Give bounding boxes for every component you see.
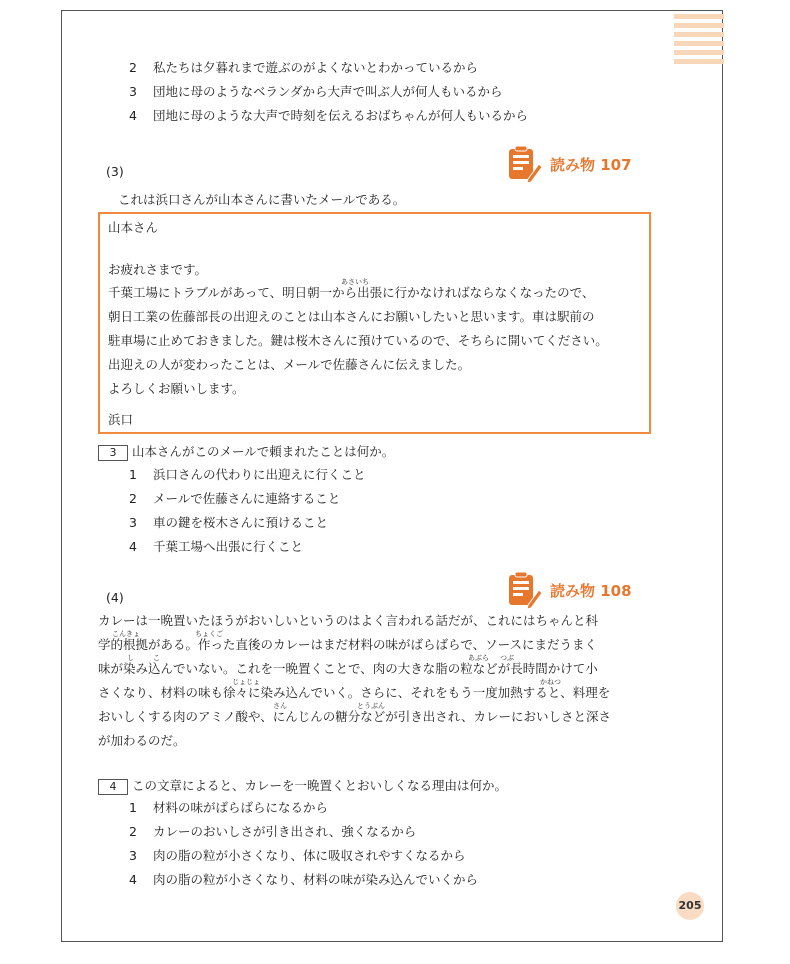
email-body-line-5: よろしくお願いします。 [108, 381, 245, 396]
option-number: 3 [129, 848, 137, 863]
notepad-pencil-icon [506, 571, 542, 609]
ruby-abura: あぶら [468, 654, 489, 662]
q3-option-2[interactable] [129, 491, 340, 507]
option-number: 3 [129, 515, 137, 530]
option-number: 4 [129, 108, 137, 123]
question-text: 山本さんがこのメールで頼まれたことは何か。 [132, 444, 395, 459]
option-text: 肉の脂の粒が小さくなり、材料の味が染み込んでいくから [153, 872, 479, 887]
q4-option-1[interactable] [129, 800, 328, 816]
option-text: メールで佐藤さんに連絡すること [153, 491, 341, 506]
question-4 [98, 778, 507, 795]
ruby-jojo: じょじょ [232, 678, 260, 686]
option-number: 1 [129, 800, 137, 815]
email-greeting: お疲れさまです。 [108, 262, 208, 277]
ruby-konkyo: こんきょ [112, 630, 140, 638]
email-sender: 浜口 [108, 412, 134, 427]
q4-option-3[interactable] [129, 848, 466, 864]
option-text: 団地に母のような大声で時刻を伝えるおばちゃんが何人もいるから [153, 108, 529, 123]
option-number: 3 [129, 84, 137, 99]
section-3-label: (3) [106, 164, 124, 179]
q2-option-4[interactable] [129, 108, 528, 124]
q4-option-4[interactable] [129, 872, 478, 888]
q3-option-1[interactable] [129, 467, 366, 483]
q2-option-3[interactable] [129, 84, 503, 100]
option-number: 2 [129, 60, 137, 75]
ruby-san: さん [273, 702, 287, 710]
option-number: 4 [129, 872, 137, 887]
reading-108-label: 読み物 108 [548, 580, 640, 601]
email-body-line-4: 出迎えの人が変わったことは、メールで佐藤さんに伝えました。 [108, 357, 471, 372]
decorative-stripes [674, 14, 724, 68]
passage-line-5: おいしくする肉のアミノ酸や、にんじんの糖分などが引き出され、カレーにおいしさと深さ [98, 709, 612, 724]
option-text: 団地に母のようなベランダから大声で叫ぶ人が何人もいるから [153, 84, 503, 99]
option-text: 肉の脂の粒が小さくなり、体に吸収されやすくなるから [153, 848, 466, 863]
q4-option-2[interactable] [129, 824, 416, 840]
option-number: 4 [129, 539, 137, 554]
email-body-line-3: 駐車場に止めておきました。鍵は桜木さんに預けているので、そちらに開いてください。 [108, 333, 608, 348]
option-number: 2 [129, 491, 137, 506]
option-text: 千葉工場へ出張に行くこと [153, 539, 304, 554]
question-number-box: 3 [98, 445, 128, 461]
option-text: 私たちは夕暮れまで遊ぶのがよくないとわかっているから [153, 60, 479, 75]
section-4-label: (4) [106, 590, 124, 605]
question-number-box: 4 [98, 779, 128, 795]
email-body-line-1: 千葉工場にトラブルがあって、明日朝一から出張に行かなければならなくなったので、 [108, 285, 595, 300]
ruby-ko: こ [153, 654, 160, 662]
reading-107-badge[interactable] [506, 145, 640, 183]
ruby-kanetsu: かねつ [540, 678, 561, 686]
ruby-shi: し [127, 654, 134, 662]
passage-line-6: が加わるのだ。 [98, 733, 186, 748]
question-text: この文章によると、カレーを一晩置くとおいしくなる理由は何か。 [132, 778, 508, 793]
reading-107-label: 読み物 107 [548, 154, 640, 175]
q3-option-4[interactable] [129, 539, 303, 555]
page-number: 205 [676, 892, 704, 920]
passage-line-3: 味が染み込んでいない。これを一晩置くことで、肉の大きな脂の粒などが長時間かけて小 [98, 661, 598, 676]
option-number: 1 [129, 467, 137, 482]
ruby-tsubu: つぶ [500, 654, 514, 662]
email-recipient: 山本さん [108, 220, 159, 235]
passage-line-4: さくなり、材料の味も徐々に染み込んでいく。さらに、それをもう一度加熱すると、料理を [98, 685, 611, 700]
reading-108-badge[interactable] [506, 571, 640, 609]
ruby-chokugo: ちょくご [195, 630, 223, 638]
ruby-asaichi: あさいち [341, 278, 369, 286]
option-text: カレーのおいしさが引き出され、強くなるから [153, 824, 417, 839]
passage-line-1: カレーは一晩置いたほうがおいしいというのはよく言われる話だが、これにはちゃんと科 [98, 613, 599, 628]
section-3-intro: これは浜口さんが山本さんに書いたメールである。 [118, 192, 406, 207]
option-text: 車の鍵を桜木さんに預けること [153, 515, 329, 530]
option-text: 浜口さんの代わりに出迎えに行くこと [153, 467, 366, 482]
q3-option-3[interactable] [129, 515, 328, 531]
ruby-toubun: とうぶん [357, 702, 385, 710]
option-number: 2 [129, 824, 137, 839]
notepad-pencil-icon [506, 145, 542, 183]
q2-option-2[interactable] [129, 60, 478, 76]
email-body-line-2: 朝日工業の佐藤部長の出迎えのことは山本さんにお願いしたいと思います。車は駅前の [108, 309, 595, 324]
option-text: 材料の味がばらばらになるから [153, 800, 329, 815]
question-3 [98, 444, 394, 461]
passage-line-2: 学的根拠がある。作った直後のカレーはまだ材料の味がばらばらで、ソースにまだうまく [98, 637, 598, 652]
